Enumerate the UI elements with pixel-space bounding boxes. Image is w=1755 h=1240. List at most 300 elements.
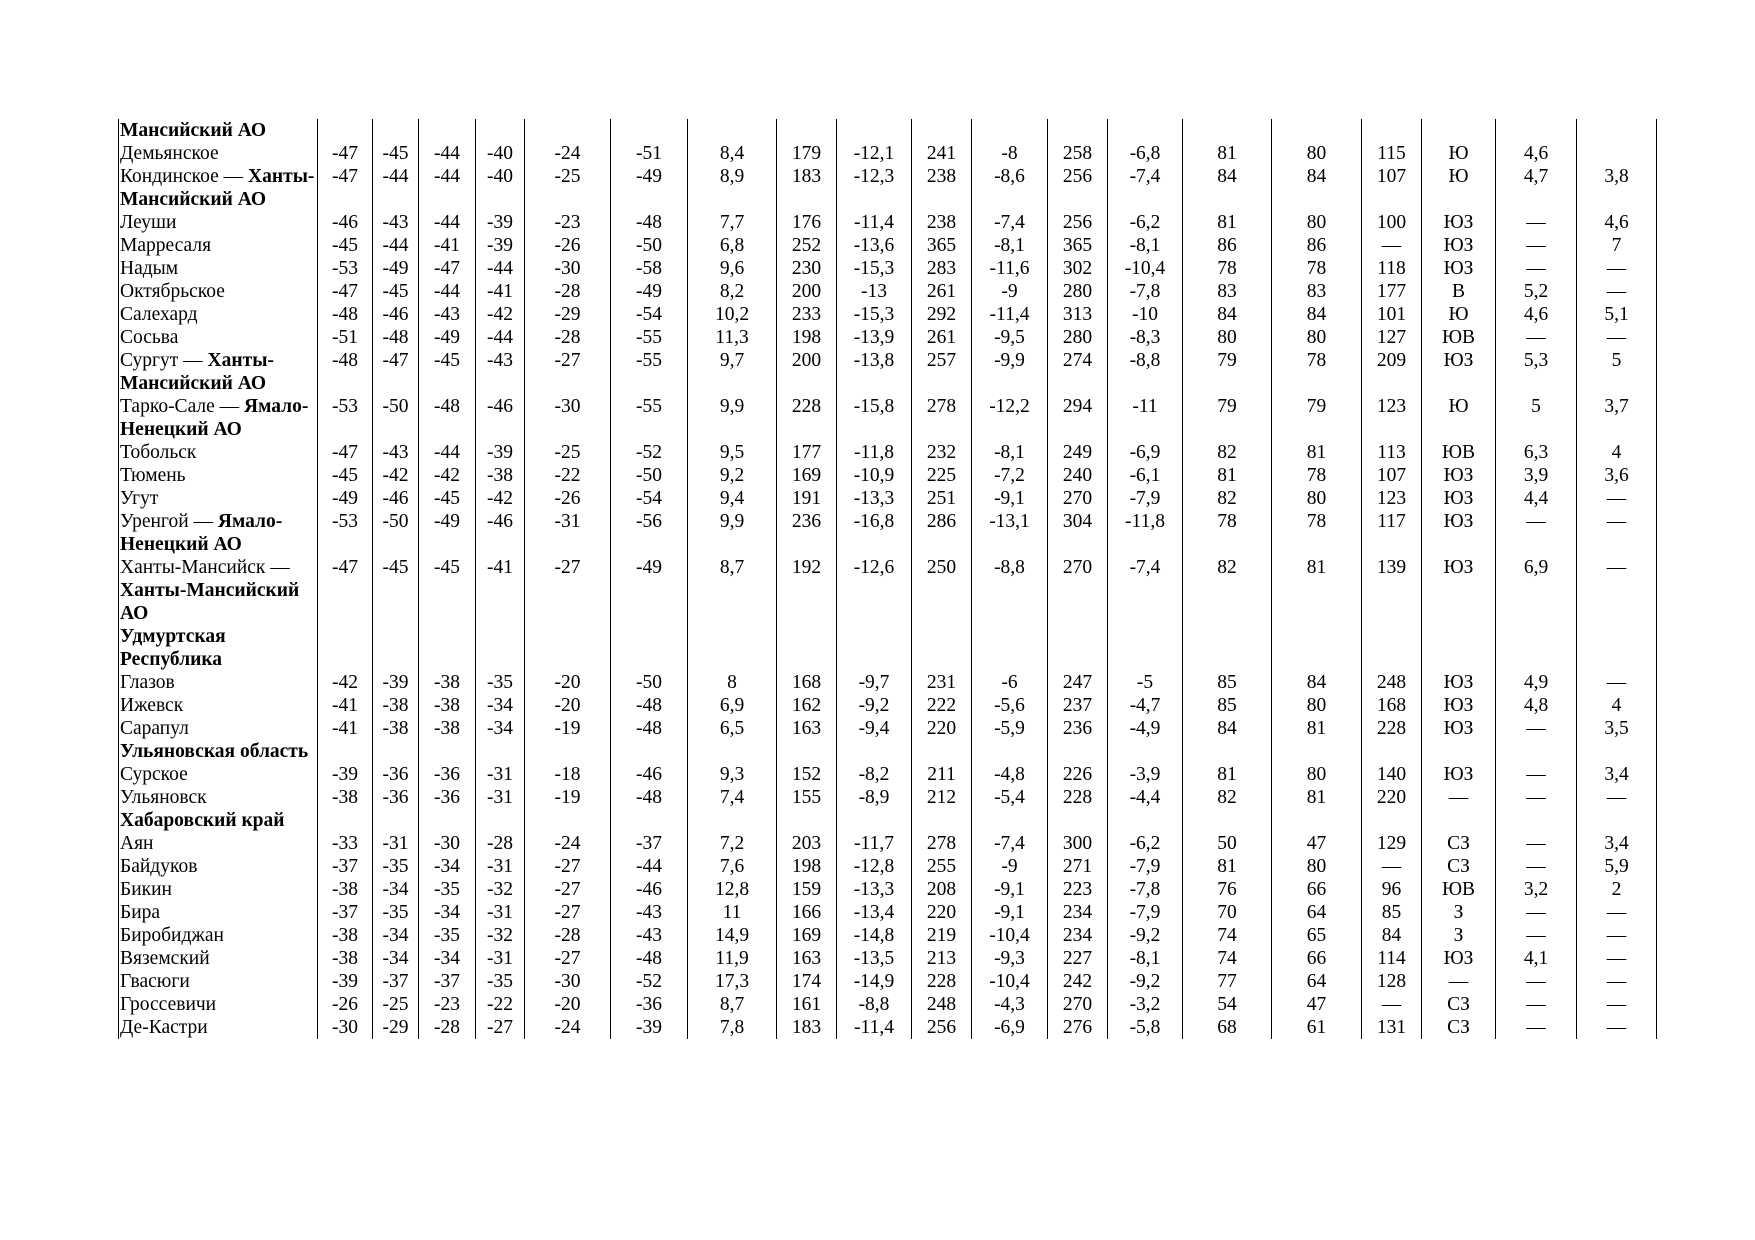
table-cell	[1362, 625, 1422, 671]
table-cell: 78	[1183, 510, 1272, 556]
table-cell: 3,4	[1577, 832, 1657, 855]
table-cell	[837, 809, 912, 832]
table-cell: ЮЗ	[1422, 234, 1496, 257]
station-name	[119, 326, 318, 349]
table-cell: -34	[419, 901, 476, 924]
station-name	[119, 786, 318, 809]
table-cell: ЮЗ	[1422, 694, 1496, 717]
table-cell: -50	[611, 464, 688, 487]
station-label-part: Вяземский	[120, 948, 210, 969]
table-cell: -49	[419, 510, 476, 556]
station-name	[119, 556, 318, 625]
table-cell: -6,9	[1108, 441, 1183, 464]
table-cell: 3,4	[1577, 763, 1657, 786]
table-cell: 78	[1272, 464, 1362, 487]
table-cell: -42	[419, 464, 476, 487]
table-cell: 82	[1183, 441, 1272, 464]
table-cell: -11,4	[837, 211, 912, 234]
table-cell: 211	[912, 763, 972, 786]
table-cell: 286	[912, 510, 972, 556]
table-cell: -25	[373, 993, 419, 1016]
table-cell: 118	[1362, 257, 1422, 280]
table-cell: -53	[318, 257, 373, 280]
table-cell: -37	[318, 901, 373, 924]
table-cell: —	[1496, 234, 1577, 257]
table-cell: 313	[1048, 303, 1108, 326]
station-name	[119, 694, 318, 717]
table-cell: -44	[419, 165, 476, 211]
table-cell	[1183, 740, 1272, 763]
table-cell: -35	[419, 878, 476, 901]
table-cell: 237	[1048, 694, 1108, 717]
table-row	[119, 464, 1657, 487]
table-cell: 127	[1362, 326, 1422, 349]
table-cell: -29	[525, 303, 611, 326]
table-cell: 4,6	[1496, 303, 1577, 326]
table-cell: 192	[777, 556, 837, 625]
table-cell: -10,4	[972, 970, 1048, 993]
table-row	[119, 326, 1657, 349]
table-cell: -28	[419, 1016, 476, 1039]
table-cell: -4,8	[972, 763, 1048, 786]
table-cell: -19	[525, 786, 611, 809]
table-cell: -10,9	[837, 464, 912, 487]
table-cell: -27	[525, 901, 611, 924]
table-cell: 278	[912, 395, 972, 441]
table-cell: —	[1496, 970, 1577, 993]
table-cell: 5	[1496, 395, 1577, 441]
station-label-part: Бира	[120, 902, 161, 923]
table-cell	[1183, 625, 1272, 671]
table-cell: -53	[318, 510, 373, 556]
table-cell: -36	[373, 763, 419, 786]
table-cell: 84	[1362, 924, 1422, 947]
table-cell: -19	[525, 717, 611, 740]
table-cell: -6,2	[1108, 832, 1183, 855]
table-cell: 82	[1183, 487, 1272, 510]
table-cell: 50	[1183, 832, 1272, 855]
table-body	[119, 119, 1657, 1039]
region-label-part: Ханты-Мансийский АО	[120, 166, 315, 210]
table-cell: 270	[1048, 487, 1108, 510]
table-cell: 84	[1183, 165, 1272, 211]
table-cell	[1108, 625, 1183, 671]
table-cell	[1183, 809, 1272, 832]
table-cell	[1048, 740, 1108, 763]
table-cell: -47	[318, 142, 373, 165]
table-cell: -37	[611, 832, 688, 855]
table-cell: 9,4	[688, 487, 777, 510]
table-cell	[972, 625, 1048, 671]
table-row	[119, 165, 1657, 211]
table-cell: -39	[476, 441, 525, 464]
table-cell: 183	[777, 1016, 837, 1039]
table-cell	[688, 809, 777, 832]
station-name	[119, 924, 318, 947]
table-cell: -41	[318, 717, 373, 740]
table-cell: 81	[1272, 556, 1362, 625]
table-cell: 219	[912, 924, 972, 947]
table-cell: -7,2	[972, 464, 1048, 487]
table-cell: -34	[476, 717, 525, 740]
station-label-part: Сарапул	[120, 718, 189, 739]
station-label-part: Аян	[120, 833, 154, 854]
table-cell: Ю	[1422, 395, 1496, 441]
table-cell: -41	[318, 694, 373, 717]
table-cell: -15,3	[837, 257, 912, 280]
station-label-part: Надым	[120, 258, 179, 279]
table-cell: -34	[373, 947, 419, 970]
table-cell: —	[1496, 855, 1577, 878]
table-row	[119, 441, 1657, 464]
table-cell: 66	[1272, 878, 1362, 901]
table-cell: -45	[373, 280, 419, 303]
table-cell: 233	[777, 303, 837, 326]
table-row	[119, 878, 1657, 901]
station-label-part: Угут	[120, 488, 159, 509]
table-cell: 86	[1183, 234, 1272, 257]
table-cell: 4,4	[1496, 487, 1577, 510]
table-cell: 6,9	[688, 694, 777, 717]
table-cell: -31	[476, 901, 525, 924]
table-cell: 80	[1272, 487, 1362, 510]
table-cell: 234	[1048, 901, 1108, 924]
table-cell: -45	[419, 349, 476, 395]
table-cell: -49	[611, 556, 688, 625]
table-cell	[837, 625, 912, 671]
table-cell: 9,6	[688, 257, 777, 280]
table-cell: 17,3	[688, 970, 777, 993]
table-cell: 64	[1272, 970, 1362, 993]
table-cell: -5,4	[972, 786, 1048, 809]
table-cell: 14,9	[688, 924, 777, 947]
region-label-part: Хабаровский край	[120, 810, 285, 831]
table-cell: -38	[318, 786, 373, 809]
station-name	[119, 855, 318, 878]
table-cell: -9,2	[1108, 924, 1183, 947]
table-cell: -37	[419, 970, 476, 993]
table-cell: -10,4	[972, 924, 1048, 947]
table-cell: 3,2	[1496, 878, 1577, 901]
table-cell: 174	[777, 970, 837, 993]
table-cell: -44	[419, 280, 476, 303]
table-cell: 9,3	[688, 763, 777, 786]
table-cell: 66	[1272, 947, 1362, 970]
table-cell: 70	[1183, 901, 1272, 924]
table-cell: 4,6	[1496, 142, 1577, 165]
table-cell: 115	[1362, 142, 1422, 165]
table-cell	[1272, 740, 1362, 763]
table-cell: -50	[611, 671, 688, 694]
table-cell: —	[1496, 1016, 1577, 1039]
table-cell: 280	[1048, 326, 1108, 349]
table-cell: -28	[525, 924, 611, 947]
station-label-part: Биробиджан	[120, 925, 224, 946]
table-cell: ЮЗ	[1422, 349, 1496, 395]
table-cell: 81	[1183, 855, 1272, 878]
table-cell: -4,9	[1108, 717, 1183, 740]
table-cell: —	[1362, 234, 1422, 257]
station-name	[119, 717, 318, 740]
table-cell: -7,4	[1108, 556, 1183, 625]
station-name	[119, 671, 318, 694]
region-header-row	[119, 625, 1657, 671]
table-cell: -25	[525, 165, 611, 211]
station-name	[119, 901, 318, 924]
table-cell: -11,4	[972, 303, 1048, 326]
table-cell: -7,9	[1108, 855, 1183, 878]
table-cell: -15,3	[837, 303, 912, 326]
table-cell: ЮЗ	[1422, 257, 1496, 280]
table-cell: —	[1496, 257, 1577, 280]
table-cell: -9,1	[972, 878, 1048, 901]
table-cell: —	[1577, 947, 1657, 970]
table-cell: -38	[476, 464, 525, 487]
table-cell: -37	[373, 970, 419, 993]
table-cell: -36	[419, 786, 476, 809]
table-cell	[611, 740, 688, 763]
table-cell: 7,2	[688, 832, 777, 855]
table-cell: 209	[1362, 349, 1422, 395]
table-cell: 365	[912, 234, 972, 257]
table-cell: -31	[476, 855, 525, 878]
table-cell: -48	[318, 303, 373, 326]
table-row	[119, 510, 1657, 556]
table-cell: -49	[611, 165, 688, 211]
table-cell	[1362, 809, 1422, 832]
region-label-part: Ульяновская область	[120, 741, 309, 762]
table-cell: 270	[1048, 993, 1108, 1016]
table-cell: —	[1496, 510, 1577, 556]
table-cell	[972, 119, 1048, 142]
table-cell: -31	[476, 763, 525, 786]
table-cell: 3,8	[1577, 165, 1657, 211]
table-cell: 161	[777, 993, 837, 1016]
table-cell	[912, 625, 972, 671]
table-cell: -45	[373, 142, 419, 165]
table-cell: -9,4	[837, 717, 912, 740]
table-cell	[419, 740, 476, 763]
table-cell: 117	[1362, 510, 1422, 556]
table-cell: 220	[912, 717, 972, 740]
table-cell: 200	[777, 349, 837, 395]
table-cell	[1496, 740, 1577, 763]
table-cell	[318, 119, 373, 142]
table-cell: -42	[318, 671, 373, 694]
table-cell: -38	[419, 717, 476, 740]
table-cell: -34	[419, 855, 476, 878]
table-cell: -35	[419, 924, 476, 947]
table-cell: -39	[318, 763, 373, 786]
table-cell: -39	[476, 211, 525, 234]
table-cell: -49	[373, 257, 419, 280]
table-cell: 10,2	[688, 303, 777, 326]
table-cell: —	[1577, 510, 1657, 556]
table-cell	[912, 740, 972, 763]
table-cell: 230	[777, 257, 837, 280]
station-label-part: Тюмень	[120, 465, 186, 486]
table-cell	[1108, 809, 1183, 832]
table-cell: 4,1	[1496, 947, 1577, 970]
table-cell: 256	[1048, 165, 1108, 211]
table-cell: -41	[419, 234, 476, 257]
table-cell: -47	[318, 556, 373, 625]
table-cell: -50	[611, 234, 688, 257]
station-label-part: Демьянское	[120, 143, 219, 164]
table-cell: 226	[1048, 763, 1108, 786]
table-cell: -48	[419, 395, 476, 441]
table-cell: -7,8	[1108, 878, 1183, 901]
table-cell: -13,3	[837, 487, 912, 510]
table-cell: 261	[912, 280, 972, 303]
table-cell: 84	[1183, 717, 1272, 740]
table-cell: -36	[611, 993, 688, 1016]
table-cell: -47	[373, 349, 419, 395]
region-label-part: Ямало-Ненецкий АО	[120, 511, 283, 555]
table-cell: -44	[373, 234, 419, 257]
table-cell: 4,9	[1496, 671, 1577, 694]
table-cell: 80	[1183, 326, 1272, 349]
table-cell: З	[1422, 901, 1496, 924]
table-cell	[419, 809, 476, 832]
table-cell: 2	[1577, 878, 1657, 901]
table-cell: 248	[1362, 671, 1422, 694]
table-cell: 9,9	[688, 510, 777, 556]
station-name	[119, 763, 318, 786]
station-label-part: Леуши	[120, 212, 177, 233]
table-cell: 365	[1048, 234, 1108, 257]
table-cell: -30	[419, 832, 476, 855]
station-name	[119, 510, 318, 556]
region-label-part: Удмуртская Республика	[120, 626, 226, 670]
table-row	[119, 671, 1657, 694]
table-cell: -47	[419, 257, 476, 280]
table-cell: 128	[1362, 970, 1422, 993]
table-cell: 236	[1048, 717, 1108, 740]
table-cell: 238	[912, 165, 972, 211]
table-cell: 9,9	[688, 395, 777, 441]
table-cell: -8,9	[837, 786, 912, 809]
table-cell: 249	[1048, 441, 1108, 464]
table-cell: —	[1577, 280, 1657, 303]
table-cell: 7,6	[688, 855, 777, 878]
table-cell: -27	[525, 349, 611, 395]
table-cell: -30	[525, 970, 611, 993]
table-cell: -8,1	[1108, 947, 1183, 970]
table-row	[119, 211, 1657, 234]
region-header-row	[119, 809, 1657, 832]
table-cell	[688, 625, 777, 671]
table-cell: 8,7	[688, 556, 777, 625]
station-name	[119, 832, 318, 855]
table-row	[119, 786, 1657, 809]
table-cell: 84	[1272, 303, 1362, 326]
table-cell: -13,8	[837, 349, 912, 395]
table-cell: -12,1	[837, 142, 912, 165]
table-cell: СЗ	[1422, 993, 1496, 1016]
station-name	[119, 1016, 318, 1039]
table-cell: -32	[476, 924, 525, 947]
table-cell: —	[1577, 786, 1657, 809]
table-cell: 177	[777, 441, 837, 464]
table-cell: -11,7	[837, 832, 912, 855]
table-cell: -39	[611, 1016, 688, 1039]
table-cell: -27	[525, 855, 611, 878]
table-cell: -27	[525, 878, 611, 901]
table-cell: 183	[777, 165, 837, 211]
table-cell: 8,2	[688, 280, 777, 303]
table-cell: -24	[525, 142, 611, 165]
table-cell: -42	[373, 464, 419, 487]
table-cell: 231	[912, 671, 972, 694]
table-cell: -7,4	[972, 832, 1048, 855]
table-cell: 6,8	[688, 234, 777, 257]
table-cell: -7,9	[1108, 487, 1183, 510]
table-cell: -6,9	[972, 1016, 1048, 1039]
table-cell: -55	[611, 395, 688, 441]
table-cell: 11,3	[688, 326, 777, 349]
table-cell: -4,3	[972, 993, 1048, 1016]
table-cell: 81	[1272, 717, 1362, 740]
table-cell: 223	[1048, 878, 1108, 901]
table-cell: -39	[373, 671, 419, 694]
table-cell: З	[1422, 924, 1496, 947]
table-cell: 81	[1272, 441, 1362, 464]
table-cell	[1577, 142, 1657, 165]
table-cell: 198	[777, 855, 837, 878]
table-cell: 4,7	[1496, 165, 1577, 211]
table-cell: 3,5	[1577, 717, 1657, 740]
table-cell: —	[1496, 901, 1577, 924]
table-cell: -12,8	[837, 855, 912, 878]
table-row	[119, 395, 1657, 441]
table-cell: -46	[611, 878, 688, 901]
table-cell: 274	[1048, 349, 1108, 395]
table-cell: 79	[1183, 395, 1272, 441]
table-cell: -18	[525, 763, 611, 786]
table-cell: 5,1	[1577, 303, 1657, 326]
table-cell: —	[1496, 924, 1577, 947]
table-cell: 9,2	[688, 464, 777, 487]
table-cell: -20	[525, 993, 611, 1016]
climate-data-table	[118, 119, 1657, 1039]
table-cell: 113	[1362, 441, 1422, 464]
table-row	[119, 763, 1657, 786]
table-cell: -55	[611, 326, 688, 349]
table-cell: 302	[1048, 257, 1108, 280]
table-cell: -24	[525, 1016, 611, 1039]
table-cell: 84	[1272, 165, 1362, 211]
table-cell: -8,3	[1108, 326, 1183, 349]
table-cell: -48	[318, 349, 373, 395]
table-cell: -9	[972, 855, 1048, 878]
table-cell	[777, 625, 837, 671]
table-cell: -16,8	[837, 510, 912, 556]
table-cell: -26	[525, 487, 611, 510]
table-cell: 252	[777, 234, 837, 257]
table-cell: ЮЗ	[1422, 211, 1496, 234]
table-cell: 80	[1272, 211, 1362, 234]
region-header-row	[119, 740, 1657, 763]
table-cell: ЮЗ	[1422, 717, 1496, 740]
table-cell: 3,9	[1496, 464, 1577, 487]
station-name	[119, 303, 318, 326]
table-cell: СЗ	[1422, 855, 1496, 878]
table-cell: 176	[777, 211, 837, 234]
table-cell: 12,8	[688, 878, 777, 901]
table-cell: -44	[476, 326, 525, 349]
table-cell: -40	[476, 165, 525, 211]
